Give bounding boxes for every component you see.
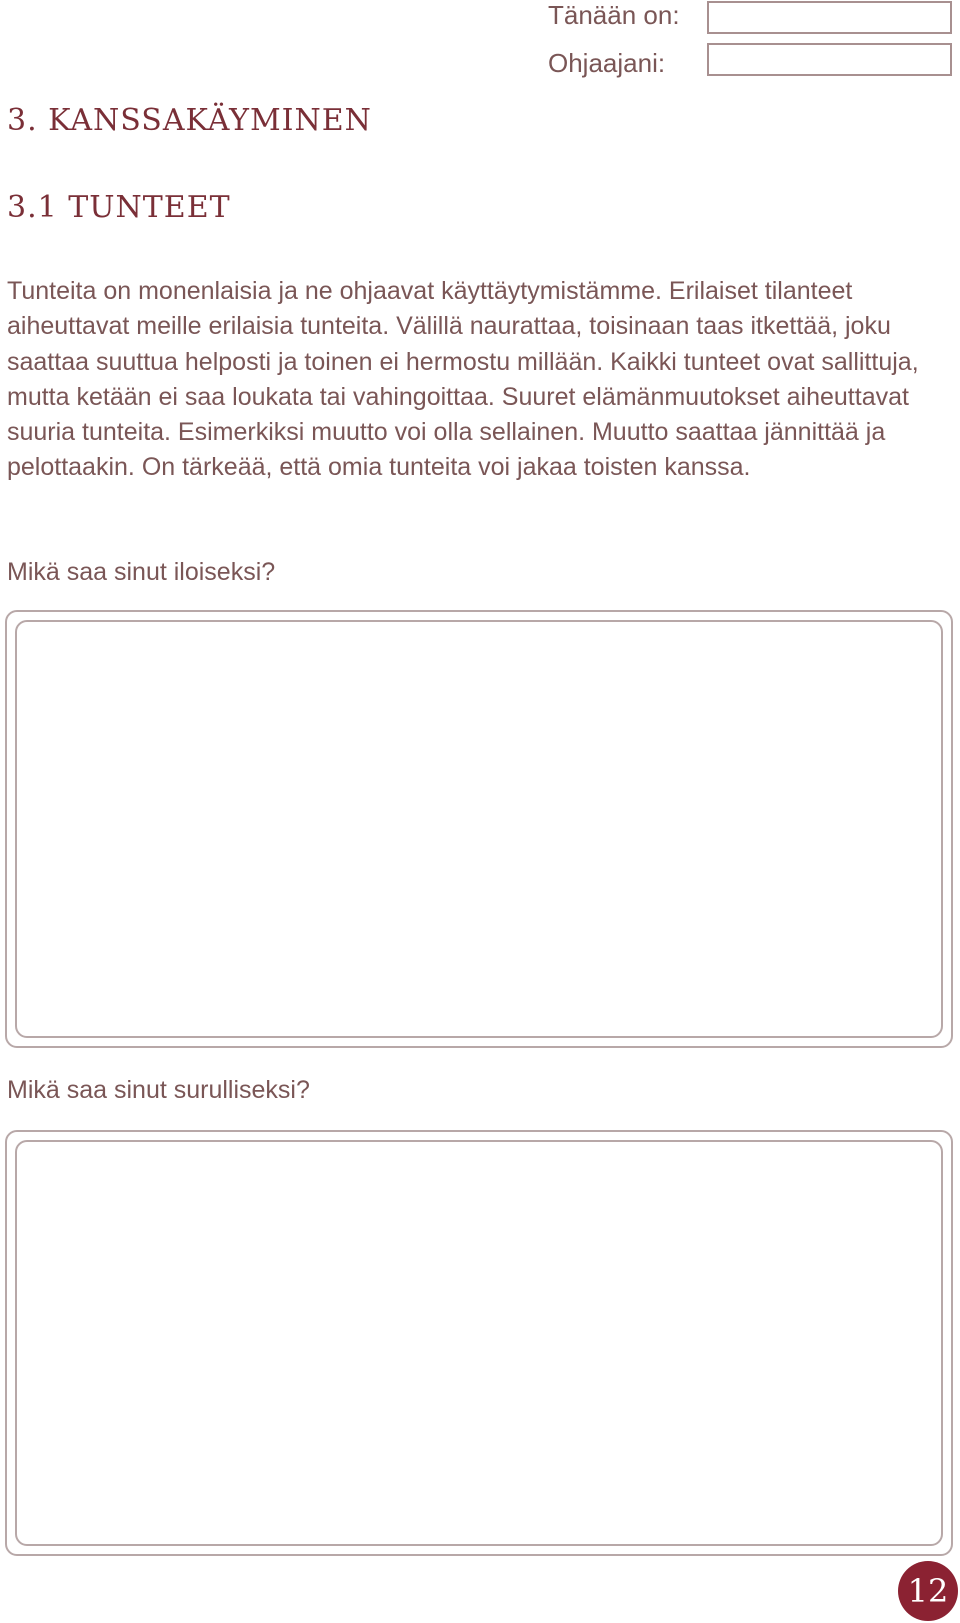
date-label: Tänään on: — [548, 0, 680, 30]
answer-box-happy-inner — [15, 620, 943, 1038]
instructor-label: Ohjaajani: — [548, 48, 666, 78]
answer-box-sad[interactable] — [5, 1130, 953, 1556]
question-happy-label: Mikä saa sinut iloiseksi? — [7, 558, 276, 586]
chapter-title: 3. KANSSAKÄYMINEN — [7, 103, 372, 138]
page-number-badge: 12 — [898, 1561, 958, 1621]
date-field[interactable] — [707, 1, 952, 34]
subsection-title: 3.1 TUNTEET — [7, 190, 231, 225]
question-sad-label: Mikä saa sinut surulliseksi? — [7, 1076, 310, 1104]
instructor-field[interactable] — [707, 43, 952, 76]
answer-box-sad-inner — [15, 1140, 943, 1546]
answer-box-happy[interactable] — [5, 610, 953, 1048]
intro-paragraph: Tunteita on monenlaisia ja ne ohjaavat käyttäytymistämme. Erilaiset tilanteet aiheuttavat meille erilaisia tunteita. Välillä naurattaa, toisinaan taas itkettää, joku saattaa suuttua helposti ja toinen ei hermostu millään. Kaikki tunteet ovat sallittuja, mutta ketään ei saa loukata tai vahingoittaa. Suuret elämänmuutokset aiheuttavat suuria tunteita. Esimerkiksi muutto voi olla sellainen. Muutto saattaa jännittää ja pelottaakin. On tärkeää, että omia tunteita voi jakaa toisten kanssa. — [7, 277, 919, 482]
